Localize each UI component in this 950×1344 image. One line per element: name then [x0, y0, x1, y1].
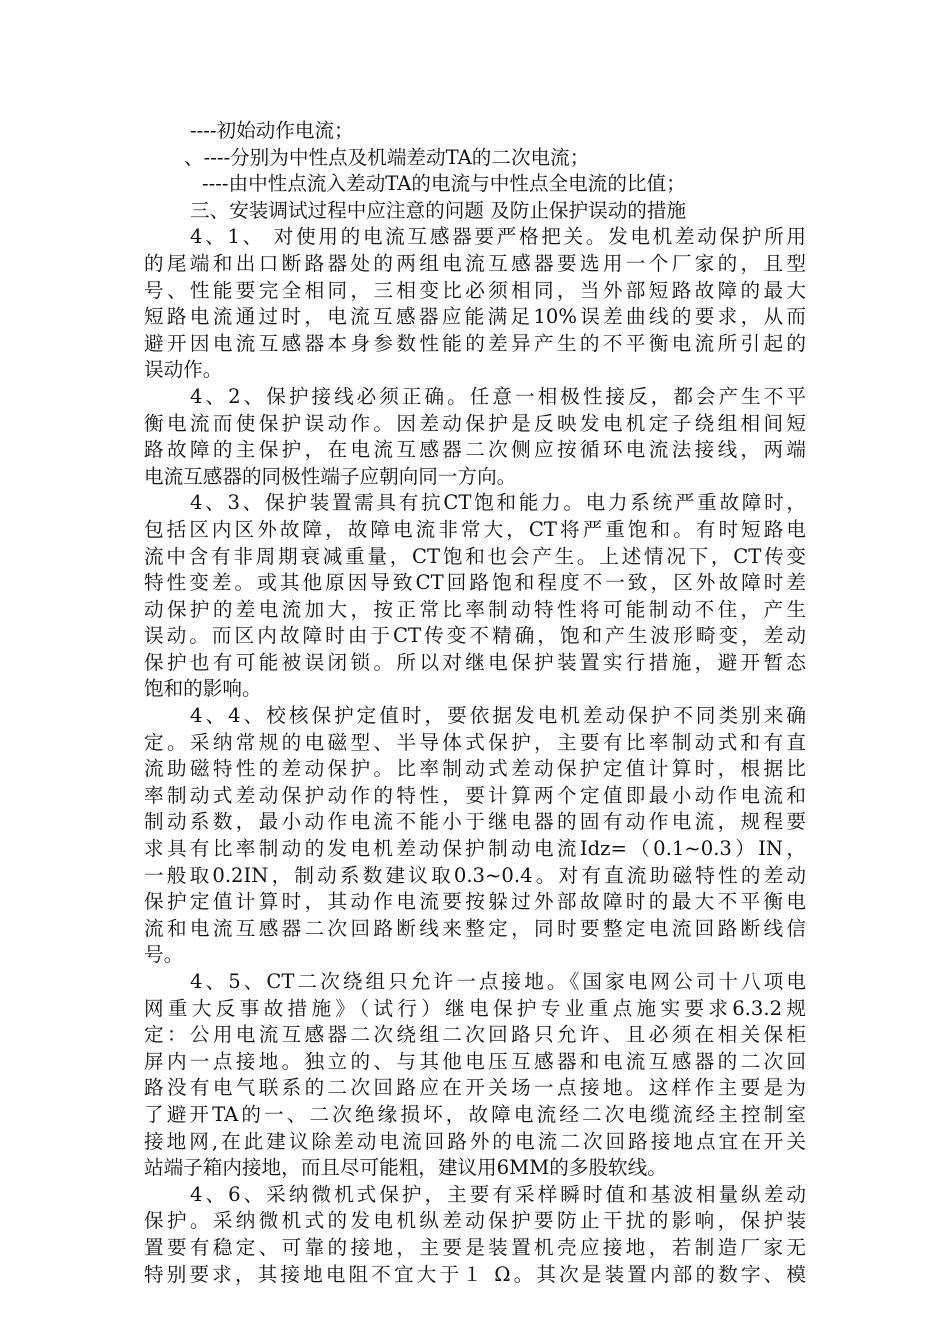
text-line: 路没有电气联系的二次回路应在开关场一点接地。这样作主要是为	[144, 1076, 806, 1100]
text-line: 避开因电流互感器本身参数性能的差异产生的不平衡电流所引起的	[144, 331, 806, 355]
text-line: 电流互感器的同极性端子应朝向同一方向。	[144, 464, 517, 488]
text-line: 4、3、保护装置需具有抗CT饱和能力。电力系统严重故障时，	[190, 491, 806, 515]
text-line: 保护也有可能被误闭锁。所以对继电保护装置实行措施，避开暂态	[144, 650, 806, 674]
text-line: 流和电流互感器二次回路断线来整定，同时要整定电流回路断线信	[144, 916, 806, 940]
text-line: 定：公用电流互感器二次绕组二次回路只允许、且必须在相关保柜	[144, 1023, 806, 1047]
text-line: 一般取0.2IN，制动系数建议取0.3~0.4。对有直流助磁特性的差动	[144, 863, 806, 887]
text-line: 接地网,在此建议除差动电流回路外的电流二次回路接地点宜在开关	[144, 1129, 806, 1153]
text-line: 网重大反事故措施》（试行）继电保护专业重点施实要求6.3.2规	[144, 996, 806, 1020]
text-line: 误动作。	[144, 358, 223, 382]
text-line: 、----分别为中性点及机端差动TA的二次电流；	[184, 145, 590, 169]
text-line: 屏内一点接地。独立的、与其他电压互感器和电流互感器的二次回	[144, 1049, 806, 1073]
text-line: 饱和的影响。	[144, 677, 262, 701]
text-line: 特性变差。或其他原因导致CT回路饱和程度不一致，区外故障时差	[144, 571, 806, 595]
text-line: ----由中性点流入差动TA的电流与中性点全电流的比值；	[202, 172, 686, 196]
text-line: 衡电流而使保护误动作。因差动保护是反映发电机定子绕组相间短	[144, 411, 806, 435]
text-line: 4、4、校核保护定值时，要依据发电机差动保护不同类别来确	[190, 704, 806, 728]
text-line: 包括区内区外故障，故障电流非常大，CT将严重饱和。有时短路电	[144, 517, 806, 541]
text-line: 4、6、采纳微机式保护，主要有采样瞬时值和基波相量纵差动	[190, 1182, 806, 1206]
text-line: 短路电流通过时，电流互感器应能满足10%误差曲线的要求，从而	[144, 305, 806, 329]
text-line: 保护。采纳微机式的发电机纵差动保护要防止干扰的影响，保护装	[144, 1209, 806, 1233]
text-line: 流中含有非周期衰减重量，CT饱和也会产生。上述情况下，CT传变	[144, 544, 806, 568]
text-line: 的尾端和出口断路器处的两组电流互感器要选用一个厂家的，且型	[144, 251, 806, 275]
document-body	[144, 118, 806, 1288]
text-line: 置要有稳定、可靠的接地，主要是装置机壳应接地，若制造厂家无	[144, 1235, 806, 1259]
text-line: 定。采纳常规的电磁型、半导体式保护，主要有比率制动式和有直	[144, 730, 806, 754]
text-line: 动保护的差电流加大，按正常比率制动特性将可能制动不住，产生	[144, 597, 806, 621]
text-line: 特别要求，其接地电阻不宜大于１ Ω。其次是装置内部的数字、模	[144, 1262, 806, 1286]
text-line: 路故障的主保护，在电流互感器二次侧应按循环电流法接线，两端	[144, 438, 806, 462]
text-line: 求具有比率制动的发电机差动保护制动电流Idz=（0.1~0.3）IN，	[144, 837, 806, 861]
text-line: 流助磁特性的差动保护。比率制动式差动保护定值计算时，根据比	[144, 757, 806, 781]
text-line: 三、安装调试过程中应注意的问题 及防止保护误动的措施	[190, 198, 687, 222]
text-line: 站端子箱内接地，而且尽可能粗，建议用6MM的多股软线。	[144, 1156, 667, 1180]
text-line: 号、性能要完全相同，三相变比必须相同，当外部短路故障的最大	[144, 278, 806, 302]
text-line: 4、5、CT二次绕组只允许一点接地。《国家电网公司十八项电	[190, 970, 806, 993]
text-line: 率制动式差动保护动作的特性，要计算两个定值即最小动作电流和	[144, 783, 806, 807]
text-line: 误动。而区内故障时由于CT传变不精确，饱和产生波形畸变，差动	[144, 624, 806, 648]
text-line: 4、1、 对使用的电流互感器要严格把关。发电机差动保护所用	[190, 225, 806, 249]
text-line: 制动系数，最小动作电流不能小于继电器的固有动作电流，规程要	[144, 810, 806, 834]
text-line: 4、2、保护接线必须正确。任意一相极性接反，都会产生不平	[190, 384, 806, 408]
text-line: 保护定值计算时，其动作电流要按躲过外部故障时的最大不平衡电	[144, 890, 806, 914]
text-line: 号。	[144, 943, 184, 967]
text-line: ----初始动作电流；	[190, 119, 354, 142]
text-line: 了避开TA的一、二次绝缘损坏，故障电流经二次电缆流经主控制室	[144, 1102, 806, 1126]
